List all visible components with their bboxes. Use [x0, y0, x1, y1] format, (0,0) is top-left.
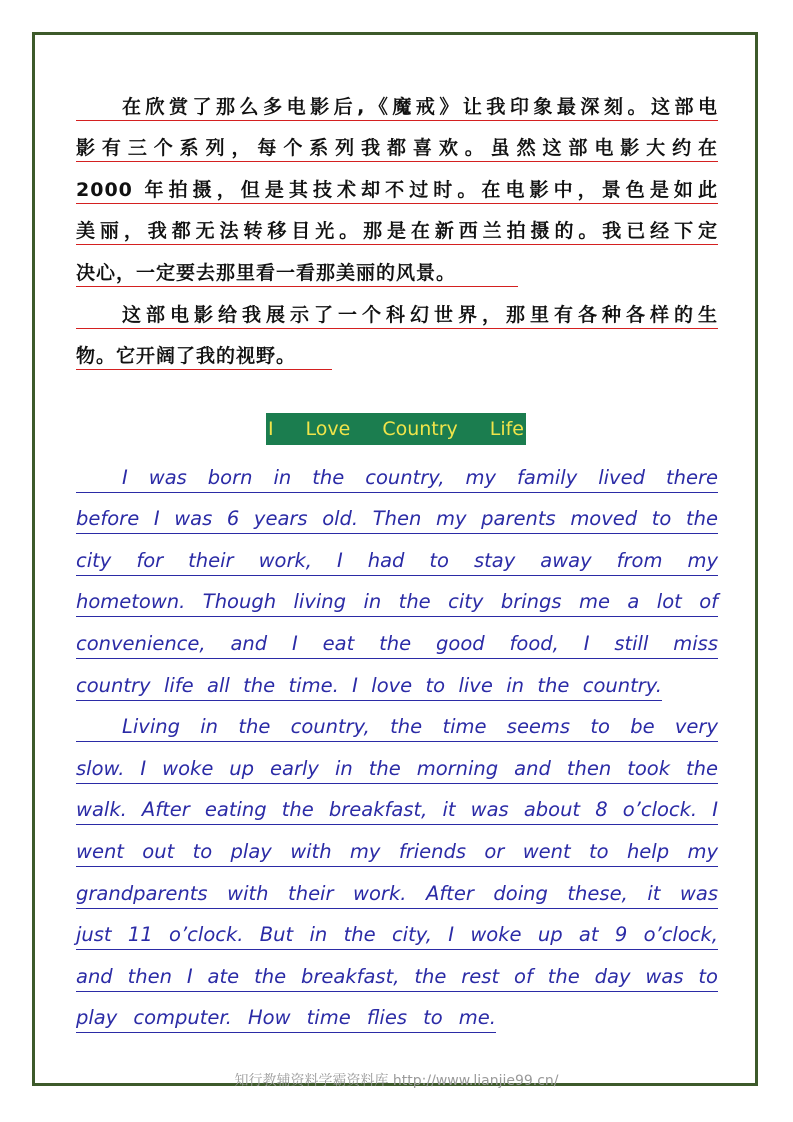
footer-watermark: 知行教辅资料学霸资料库 http://www.lianjie99.cn/	[234, 1073, 559, 1089]
chinese-line: 美丽，我都无法转移目光。那是在新西兰拍摄的。我已经下定	[76, 204, 718, 246]
chinese-line: 在欣赏了那么多电影后,《魔戒》让我印象最深刻。这部电	[76, 79, 718, 121]
english-line: country life all the time. I love to live in the country.	[76, 659, 718, 701]
chinese-line: 影有三个系列，每个系列我都喜欢。虽然这部电影大约在	[76, 121, 718, 163]
english-line: went out to play with my friends or went to help my	[76, 825, 718, 867]
english-line: just 11 o’clock. But in the city, I woke up at 9 o’clock,	[76, 909, 718, 951]
essay-title: I Love Country Life	[266, 413, 526, 445]
english-line: city for their work, I had to stay away from my	[76, 534, 718, 576]
english-line: before I was 6 years old. Then my parents moved to the	[76, 493, 718, 535]
english-line: convenience, and I eat the good food, I still miss	[76, 617, 718, 659]
chinese-essay	[76, 79, 718, 370]
english-line: walk. After eating the breakfast, it was about 8 o’clock. I	[76, 784, 718, 826]
english-line: and then I ate the breakfast, the rest of the day was to	[76, 950, 718, 992]
english-line: grandparents with their work. After doing these, it was	[76, 867, 718, 909]
english-line: Living in the country, the time seems to be very	[76, 701, 718, 743]
chinese-line: 这部电影给我展示了一个科幻世界，那里有各种各样的生	[76, 287, 718, 329]
chinese-line: 2000 年拍摄，但是其技术却不过时。在电影中，景色是如此	[76, 162, 718, 204]
chinese-line: 决心，一定要去那里看一看那美丽的风景。	[76, 245, 718, 287]
english-line: I was born in the country, my family lived there	[76, 451, 718, 493]
english-line: play computer. How time flies to me.	[76, 992, 718, 1034]
chinese-line: 物。它开阔了我的视野。	[76, 329, 718, 371]
english-line: slow. I woke up early in the morning and then took the	[76, 742, 718, 784]
english-line: hometown. Though living in the city brings me a lot of	[76, 576, 718, 618]
english-essay	[76, 451, 718, 1033]
